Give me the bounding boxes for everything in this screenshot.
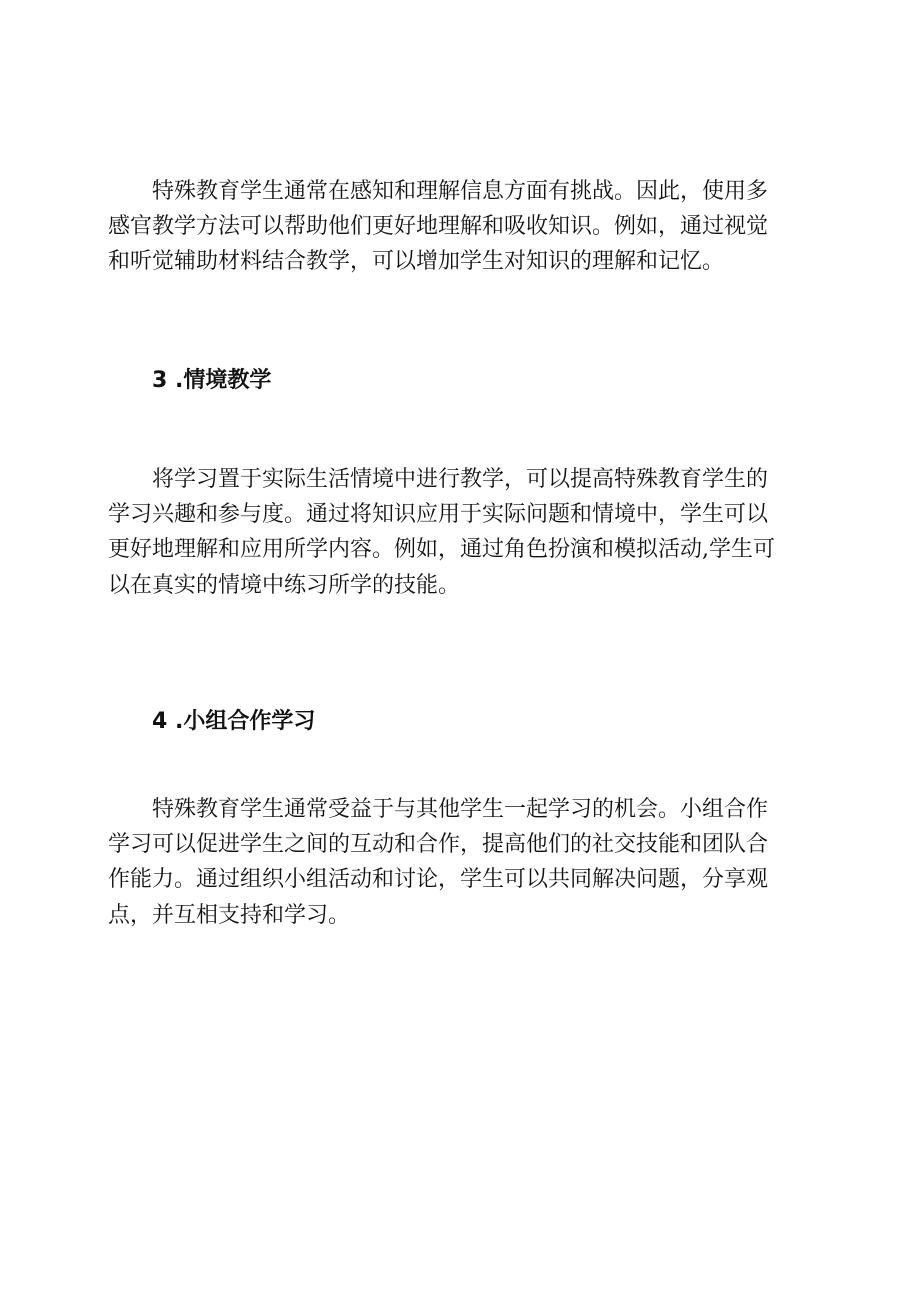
heading-group-cooperative-learning: 4 .小组合作学习 — [152, 709, 316, 734]
paragraph-group-cooperative-learning: 特殊教育学生通常受益于与其他学生一起学习的机会。小组合作 学习可以促进学生之间的互动和合作，提高他们的社交技能和团队合 作能力。通过组织小组活动和讨论，学生可以共同解决问题，分享观 点，并互相支持和学习。 — [108, 797, 769, 928]
heading-situational-teaching: 3 .情境教学 — [152, 368, 272, 393]
paragraph-multisensory-teaching: 特殊教育学生通常在感知和理解信息方面有挑战。因此，使用多 感官教学方法可以帮助他们更好地理解和吸收知识。例如，通过视觉 和听觉辅助材料结合教学，可以增加学生对知识的理解和记忆。 — [108, 179, 769, 275]
paragraph-situational-teaching: 将学习置于实际生活情境中进行教学，可以提高特殊教育学生的 学习兴趣和参与度。通过将知识应用于实际问题和情境中，学生可以 更好地理解和应用所学内容。例如，通过角色扮演和模拟活动,学生可 以在真实的情境中练习所学的技能。 — [108, 467, 775, 598]
